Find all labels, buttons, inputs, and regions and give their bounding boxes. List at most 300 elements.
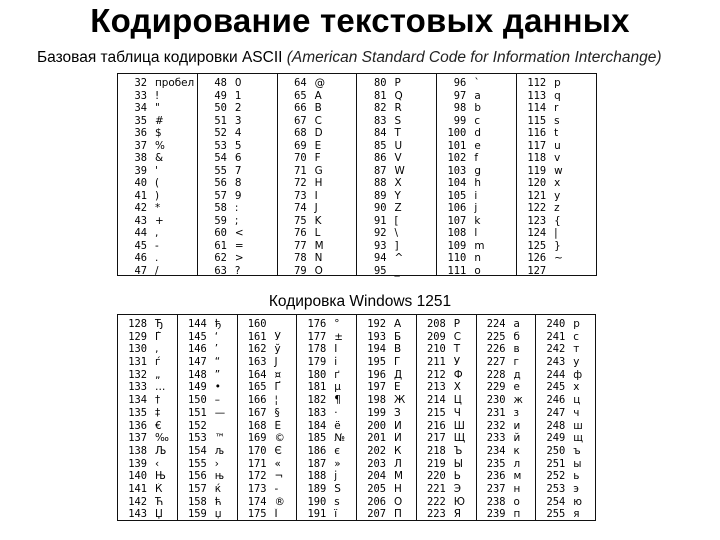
char-code: 134 bbox=[128, 394, 147, 407]
char-code: 168 bbox=[247, 419, 267, 432]
char-symbol: ю bbox=[573, 495, 582, 508]
char-symbol: Я bbox=[453, 508, 461, 521]
table-row bbox=[517, 265, 596, 278]
table-row bbox=[517, 190, 596, 203]
table-row bbox=[437, 177, 516, 190]
table-row bbox=[178, 445, 237, 458]
char-symbol: Ш bbox=[453, 419, 465, 432]
table-row bbox=[357, 343, 416, 356]
char-symbol: M bbox=[314, 239, 324, 252]
table-row bbox=[517, 77, 596, 90]
table-row bbox=[118, 77, 197, 90]
table-row bbox=[198, 115, 277, 128]
table-row bbox=[477, 508, 536, 521]
char-code: 161 bbox=[247, 330, 267, 343]
char-symbol: ¬ bbox=[274, 470, 284, 483]
char-symbol: Г bbox=[394, 356, 401, 369]
table-row bbox=[357, 483, 416, 496]
table-row bbox=[357, 227, 436, 240]
char-symbol: 8 bbox=[234, 177, 242, 189]
char-code: 156 bbox=[187, 470, 207, 483]
table-row bbox=[517, 115, 596, 128]
char-symbol bbox=[212, 420, 237, 433]
char-code: 111 bbox=[447, 264, 467, 277]
char-code: 222 bbox=[426, 495, 446, 508]
char-code: 201 bbox=[367, 432, 386, 445]
char-symbol: Ґ bbox=[274, 381, 281, 394]
char-symbol: і bbox=[334, 356, 338, 369]
table-row bbox=[417, 369, 476, 382]
char-symbol: U bbox=[394, 139, 403, 152]
table-column bbox=[436, 74, 516, 275]
char-symbol: „ bbox=[155, 368, 161, 381]
char-symbol: Ф bbox=[453, 368, 463, 381]
char-symbol: N bbox=[314, 252, 323, 264]
table-row bbox=[536, 369, 595, 382]
char-code: 175 bbox=[247, 508, 267, 521]
char-symbol: 1 bbox=[234, 89, 242, 102]
char-symbol: p bbox=[554, 77, 561, 89]
char-code: 64 bbox=[294, 77, 307, 89]
char-symbol: z bbox=[554, 202, 560, 214]
table-column bbox=[516, 74, 596, 275]
char-symbol: n bbox=[474, 252, 481, 264]
table-row bbox=[517, 215, 596, 228]
char-symbol: Е bbox=[394, 381, 401, 394]
char-symbol: 2 bbox=[234, 102, 242, 114]
char-symbol: K bbox=[314, 214, 322, 227]
char-symbol: u bbox=[554, 139, 561, 152]
char-code: 72 bbox=[294, 177, 307, 189]
char-code: 169 bbox=[247, 432, 267, 445]
table-row bbox=[477, 432, 536, 445]
table-column bbox=[416, 315, 476, 520]
table-row bbox=[198, 265, 277, 278]
table-row bbox=[297, 318, 356, 331]
table-row bbox=[536, 394, 595, 407]
table-row bbox=[357, 252, 436, 265]
char-symbol: 5 bbox=[234, 139, 242, 152]
char-symbol: Ъ bbox=[453, 444, 463, 457]
char-symbol: Т bbox=[453, 343, 461, 356]
char-symbol: ™ bbox=[214, 432, 226, 445]
table-row bbox=[536, 483, 595, 496]
char-code: 225 bbox=[486, 330, 506, 343]
char-code: 197 bbox=[367, 381, 386, 394]
char-code: 120 bbox=[527, 177, 547, 189]
table-row bbox=[357, 470, 416, 483]
char-symbol: ё bbox=[334, 419, 341, 432]
char-code: 125 bbox=[527, 239, 547, 252]
char-symbol: ѕ bbox=[334, 495, 340, 508]
table-row bbox=[297, 394, 356, 407]
char-code: 216 bbox=[426, 419, 446, 432]
char-symbol: h bbox=[474, 177, 481, 189]
table-row bbox=[118, 102, 197, 115]
char-symbol: з bbox=[513, 406, 520, 419]
char-symbol: М bbox=[394, 470, 403, 483]
table-row bbox=[357, 152, 436, 165]
char-code: 220 bbox=[426, 470, 446, 483]
table-row bbox=[178, 470, 237, 483]
char-symbol: ¤ bbox=[274, 368, 282, 381]
table-row bbox=[238, 483, 297, 496]
char-symbol: 7 bbox=[234, 164, 242, 177]
windows-1251-code-table bbox=[117, 314, 596, 521]
char-symbol: D bbox=[314, 127, 323, 139]
table-row bbox=[118, 177, 197, 190]
char-code: 133 bbox=[128, 381, 147, 394]
char-symbol: О bbox=[394, 495, 403, 508]
char-code: 107 bbox=[447, 214, 467, 227]
char-symbol: € bbox=[155, 419, 162, 432]
char-symbol: ж bbox=[513, 394, 523, 407]
table-row bbox=[437, 165, 516, 178]
char-symbol: L bbox=[314, 227, 321, 239]
char-symbol: B bbox=[314, 102, 322, 114]
table-row bbox=[517, 240, 596, 253]
table-row bbox=[278, 177, 357, 190]
char-code: 202 bbox=[367, 444, 386, 457]
char-code: 41 bbox=[134, 189, 147, 202]
char-symbol: ^ bbox=[394, 252, 404, 264]
char-symbol: + bbox=[155, 214, 164, 227]
char-code: 122 bbox=[527, 202, 547, 214]
table-row bbox=[297, 445, 356, 458]
char-code: 203 bbox=[367, 457, 386, 470]
char-symbol: Ў bbox=[274, 330, 281, 343]
char-symbol: = bbox=[234, 239, 244, 252]
table-row bbox=[278, 202, 357, 215]
char-code: 190 bbox=[307, 495, 327, 508]
char-code: 67 bbox=[294, 114, 307, 127]
char-symbol: ‘ bbox=[214, 330, 219, 343]
table-row bbox=[477, 394, 536, 407]
char-symbol: Э bbox=[453, 482, 462, 495]
char-symbol: Ы bbox=[453, 457, 463, 470]
table-row bbox=[118, 470, 177, 483]
char-code: 128 bbox=[128, 318, 147, 330]
table-row bbox=[198, 252, 277, 265]
char-code: 199 bbox=[367, 406, 386, 419]
table-row bbox=[238, 496, 297, 509]
table-row bbox=[357, 432, 416, 445]
char-symbol: - bbox=[155, 239, 159, 252]
char-symbol: ` bbox=[474, 77, 480, 89]
table-row bbox=[536, 496, 595, 509]
char-symbol: Y bbox=[394, 189, 401, 202]
char-code: 38 bbox=[134, 152, 147, 164]
table-row bbox=[437, 265, 516, 278]
char-symbol: § bbox=[274, 406, 280, 419]
char-code: 214 bbox=[426, 394, 446, 407]
char-code: 255 bbox=[546, 508, 566, 521]
char-code: 252 bbox=[546, 470, 566, 483]
table-column bbox=[535, 315, 595, 520]
char-code: 240 bbox=[546, 318, 566, 330]
char-symbol: ) bbox=[155, 189, 160, 202]
char-symbol: љ bbox=[214, 444, 225, 457]
char-symbol: t bbox=[554, 127, 559, 139]
table-column bbox=[296, 315, 356, 520]
char-code: 83 bbox=[373, 114, 387, 127]
char-code: 55 bbox=[214, 164, 227, 177]
char-code: 253 bbox=[546, 482, 566, 495]
table-row bbox=[118, 432, 177, 445]
table-column bbox=[277, 74, 357, 275]
char-symbol: # bbox=[155, 114, 164, 127]
char-code: 173 bbox=[247, 482, 267, 495]
char-code: 131 bbox=[128, 356, 147, 369]
char-code: 115 bbox=[527, 114, 547, 127]
char-symbol: џ bbox=[214, 508, 222, 521]
char-code: 212 bbox=[426, 368, 446, 381]
table-row bbox=[517, 252, 596, 265]
char-code: 165 bbox=[247, 381, 267, 394]
table-row bbox=[178, 343, 237, 356]
table-row bbox=[357, 356, 416, 369]
table-row bbox=[417, 394, 476, 407]
char-code: 172 bbox=[247, 470, 267, 483]
char-symbol: Р bbox=[453, 318, 461, 330]
char-code: 251 bbox=[546, 457, 566, 470]
char-code: 121 bbox=[527, 189, 547, 202]
char-code: 204 bbox=[367, 470, 386, 483]
table-row bbox=[357, 381, 416, 394]
char-code: 238 bbox=[486, 495, 506, 508]
table-row bbox=[118, 483, 177, 496]
char-code: 154 bbox=[187, 444, 207, 457]
char-symbol: b bbox=[474, 102, 481, 114]
table-row bbox=[517, 227, 596, 240]
char-code: 230 bbox=[486, 394, 506, 407]
table-row bbox=[417, 458, 476, 471]
char-code: 123 bbox=[527, 214, 547, 227]
char-code: 164 bbox=[247, 368, 267, 381]
char-symbol: [ bbox=[394, 214, 399, 227]
table-row bbox=[477, 331, 536, 344]
char-symbol: р bbox=[573, 318, 580, 330]
table-row bbox=[357, 177, 436, 190]
char-code: 215 bbox=[426, 406, 446, 419]
table-row bbox=[517, 165, 596, 178]
table-row bbox=[238, 394, 297, 407]
table-row bbox=[178, 458, 237, 471]
char-code: 59 bbox=[214, 214, 227, 227]
char-symbol: j bbox=[474, 202, 478, 214]
table-row bbox=[297, 420, 356, 433]
char-code: 209 bbox=[426, 330, 446, 343]
char-symbol: … bbox=[155, 381, 166, 394]
table-row bbox=[118, 420, 177, 433]
char-symbol: в bbox=[513, 343, 520, 356]
char-symbol: ~ bbox=[554, 252, 563, 264]
table-row bbox=[198, 177, 277, 190]
char-symbol: i bbox=[474, 189, 478, 202]
table-column bbox=[197, 74, 277, 275]
char-symbol: ‹ bbox=[155, 457, 160, 470]
char-code: 141 bbox=[128, 482, 147, 495]
char-symbol: µ bbox=[334, 381, 341, 394]
char-symbol: l bbox=[474, 227, 478, 239]
char-code: 95 bbox=[373, 264, 387, 277]
char-symbol: " bbox=[155, 102, 160, 114]
char-symbol: ь bbox=[573, 470, 580, 483]
char-symbol: Q bbox=[394, 89, 403, 102]
char-symbol: ћ bbox=[214, 495, 222, 508]
table-row bbox=[198, 215, 277, 228]
char-symbol: k bbox=[474, 214, 481, 227]
table-row bbox=[238, 356, 297, 369]
table-row bbox=[517, 140, 596, 153]
char-code: 118 bbox=[527, 152, 547, 164]
table-row bbox=[118, 202, 197, 215]
char-code: 213 bbox=[426, 381, 446, 394]
char-symbol: п bbox=[513, 508, 521, 521]
table-column bbox=[177, 315, 237, 520]
table-row bbox=[178, 394, 237, 407]
char-code: 250 bbox=[546, 444, 566, 457]
table-row bbox=[437, 215, 516, 228]
char-symbol: њ bbox=[214, 470, 225, 483]
char-code: 66 bbox=[294, 102, 307, 114]
char-code: 177 bbox=[307, 330, 327, 343]
char-symbol: ; bbox=[234, 214, 239, 227]
table-row bbox=[118, 318, 177, 331]
char-code: 183 bbox=[307, 406, 327, 419]
table-row bbox=[238, 420, 297, 433]
char-code: 90 bbox=[373, 202, 387, 214]
char-symbol: й bbox=[513, 432, 521, 445]
table-row bbox=[357, 202, 436, 215]
char-symbol: н bbox=[513, 482, 521, 495]
table-row bbox=[417, 470, 476, 483]
char-code: 61 bbox=[214, 239, 227, 252]
char-symbol: ц bbox=[573, 394, 581, 407]
char-code: 178 bbox=[307, 343, 327, 356]
char-code: 236 bbox=[486, 470, 506, 483]
char-code: 93 bbox=[373, 239, 387, 252]
char-symbol: › bbox=[214, 457, 219, 470]
table-row bbox=[357, 265, 436, 278]
char-code: 180 bbox=[307, 368, 327, 381]
caption-expansion: (American Standard Code for Information Interchange) bbox=[286, 49, 662, 66]
table-row bbox=[297, 381, 356, 394]
table-row bbox=[517, 202, 596, 215]
char-symbol: } bbox=[554, 239, 561, 252]
char-code: 176 bbox=[307, 318, 327, 330]
char-code: 167 bbox=[247, 406, 267, 419]
char-symbol: Њ bbox=[155, 470, 166, 483]
char-code: 188 bbox=[307, 470, 327, 483]
table-row bbox=[238, 407, 297, 420]
table-column bbox=[356, 315, 416, 520]
char-symbol: I bbox=[314, 189, 318, 202]
char-code: 143 bbox=[128, 508, 147, 521]
char-code: 179 bbox=[307, 356, 327, 369]
table-row bbox=[178, 318, 237, 331]
char-code: 58 bbox=[214, 202, 227, 214]
table-row bbox=[477, 343, 536, 356]
char-code: 241 bbox=[546, 330, 566, 343]
char-code: 226 bbox=[486, 343, 506, 356]
table-row bbox=[357, 445, 416, 458]
char-code: 228 bbox=[486, 368, 506, 381]
char-code: 104 bbox=[447, 177, 467, 189]
table-row bbox=[357, 394, 416, 407]
char-code: 113 bbox=[527, 89, 547, 102]
table-row bbox=[198, 77, 277, 90]
char-code: 207 bbox=[367, 508, 386, 521]
char-symbol: Ѕ bbox=[334, 482, 341, 495]
char-code: 217 bbox=[426, 432, 446, 445]
char-code: 195 bbox=[367, 356, 386, 369]
table-row bbox=[238, 458, 297, 471]
table-row bbox=[118, 445, 177, 458]
char-code: 193 bbox=[367, 330, 386, 343]
char-code: 112 bbox=[527, 77, 547, 89]
table-row bbox=[238, 470, 297, 483]
char-symbol: Љ bbox=[155, 444, 167, 457]
table-row bbox=[437, 140, 516, 153]
char-symbol: ч bbox=[573, 406, 580, 419]
table-row bbox=[198, 165, 277, 178]
char-code: 137 bbox=[128, 432, 147, 445]
table-row bbox=[536, 508, 595, 521]
char-symbol: В bbox=[394, 343, 402, 356]
table-column bbox=[118, 74, 197, 275]
char-symbol: пробел bbox=[155, 77, 195, 89]
table-row bbox=[357, 190, 436, 203]
table-row bbox=[178, 420, 237, 433]
char-code: 71 bbox=[294, 164, 307, 177]
table-row bbox=[357, 331, 416, 344]
table-row bbox=[238, 381, 297, 394]
char-code: 138 bbox=[128, 444, 147, 457]
char-code: 136 bbox=[128, 419, 147, 432]
table-row bbox=[278, 240, 357, 253]
char-code: 33 bbox=[134, 89, 147, 102]
table-row bbox=[178, 496, 237, 509]
char-symbol: < bbox=[234, 227, 244, 239]
char-symbol: ” bbox=[214, 368, 221, 381]
table-row bbox=[198, 102, 277, 115]
table-row bbox=[417, 445, 476, 458]
table-row bbox=[198, 140, 277, 153]
table-row bbox=[118, 508, 177, 521]
table-row bbox=[517, 102, 596, 115]
table-row bbox=[297, 343, 356, 356]
char-symbol: P bbox=[394, 77, 401, 89]
char-code: 127 bbox=[527, 264, 547, 277]
char-symbol: H bbox=[314, 177, 323, 189]
char-symbol: @ bbox=[314, 77, 326, 89]
char-symbol: ‰ bbox=[155, 432, 169, 445]
table-row bbox=[357, 115, 436, 128]
char-symbol: С bbox=[453, 330, 462, 343]
char-code: 92 bbox=[373, 227, 387, 239]
char-code: 248 bbox=[546, 419, 566, 432]
char-symbol: Ќ bbox=[155, 482, 163, 495]
table-row bbox=[278, 215, 357, 228]
table-row bbox=[238, 343, 297, 356]
char-symbol: ђ bbox=[214, 318, 222, 330]
char-symbol: ъ bbox=[573, 444, 581, 457]
char-symbol: З bbox=[394, 406, 401, 419]
char-code: 200 bbox=[367, 419, 386, 432]
table-row bbox=[297, 356, 356, 369]
char-code: 142 bbox=[128, 495, 147, 508]
